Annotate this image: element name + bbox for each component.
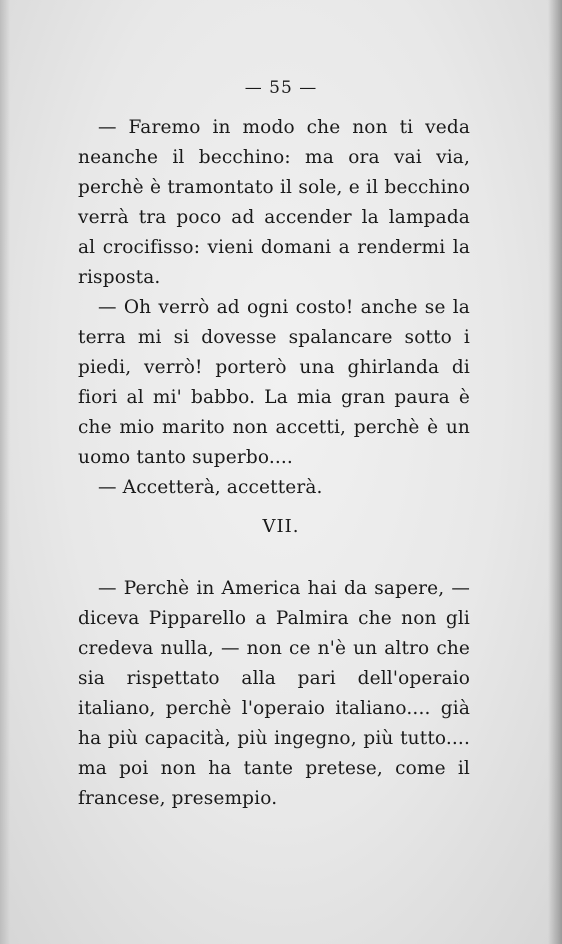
- text-block-lower: [78, 574, 470, 814]
- paragraph-accettera: — Accetterà, accetterà.: [98, 477, 323, 498]
- paragraph-oh-verro: — Oh verrò ad ogni costo! anche se la terra mi si dovesse spalancare sotto i piedi, verrò! porterò una ghirlanda di fiori al mi' babbo. La mia gran paura è che mio marito non accetti, perchè è un uomo tanto superbo....: [78, 297, 470, 468]
- page-edge-right: [548, 0, 562, 944]
- chapter-heading: VII.: [262, 516, 300, 537]
- page-number: — 55 —: [244, 78, 318, 98]
- paragraph-faremo: — Faremo in modo che non ti veda neanche il becchino: ma ora vai via, perchè è tramontato il sole, e il becchino verrà tra poco ad accender la lampada al crocifisso: vieni domani a rendermi la risposta.: [78, 117, 470, 288]
- text-block-upper: [78, 113, 470, 503]
- page-edge-left: [0, 0, 10, 944]
- paragraph-perche-in-america: — Perchè in America hai da sapere, — diceva Pipparello a Palmira che non gli credeva nulla, — non ce n'è un altro che sia rispettato alla pari dell'operaio italiano, perchè l'operaio italiano.... già ha più capacità, più ingegno, più tutto.... ma poi non ha tante pretese, come il francese, presempio.: [78, 578, 470, 809]
